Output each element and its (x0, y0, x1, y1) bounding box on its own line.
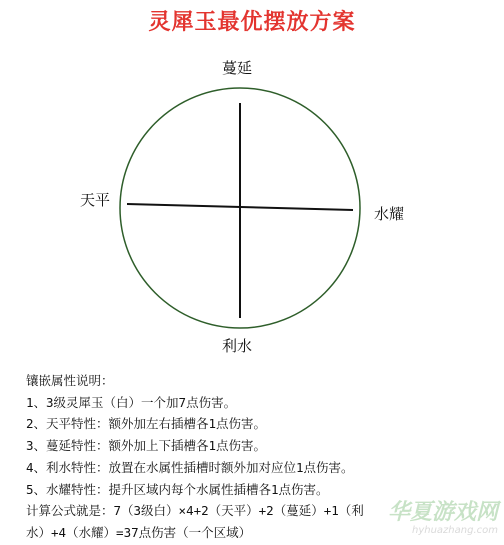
right-slot-label: 水耀 (374, 205, 405, 223)
formula-line: 计算公式就是：7（3级白）×4+2（天平）+2（蔓延）+1（利 (26, 503, 364, 519)
note-item: 2、天平特性：额外加左右插槽各1点伤害。 (26, 416, 267, 432)
note-item: 1、3级灵犀玉（白）一个加7点伤害。 (26, 394, 237, 410)
note-item: 5、水耀特性：提升区域内每个水属性插槽各1点伤害。 (26, 481, 329, 497)
note-item: 3、蔓延特性：额外加上下插槽各1点伤害。 (26, 438, 267, 454)
watermark-url: hyhuazhang.com (412, 525, 498, 536)
top-slot-label: 蔓延 (222, 59, 253, 77)
note-item: 4、利水特性：放置在水属性插槽时额外加对应位1点伤害。 (26, 459, 354, 475)
formula-line: 水）+4（水耀）=37点伤害（一个区域） (26, 524, 252, 540)
left-slot-label: 天平 (80, 191, 111, 209)
watermark-logo: 华夏游戏网 (387, 500, 498, 525)
site-watermark (388, 501, 498, 537)
bottom-slot-label: 利水 (222, 337, 253, 355)
page-title: 灵犀玉最优摆放方案 (148, 10, 356, 35)
notes-heading: 镶嵌属性说明： (26, 373, 114, 388)
